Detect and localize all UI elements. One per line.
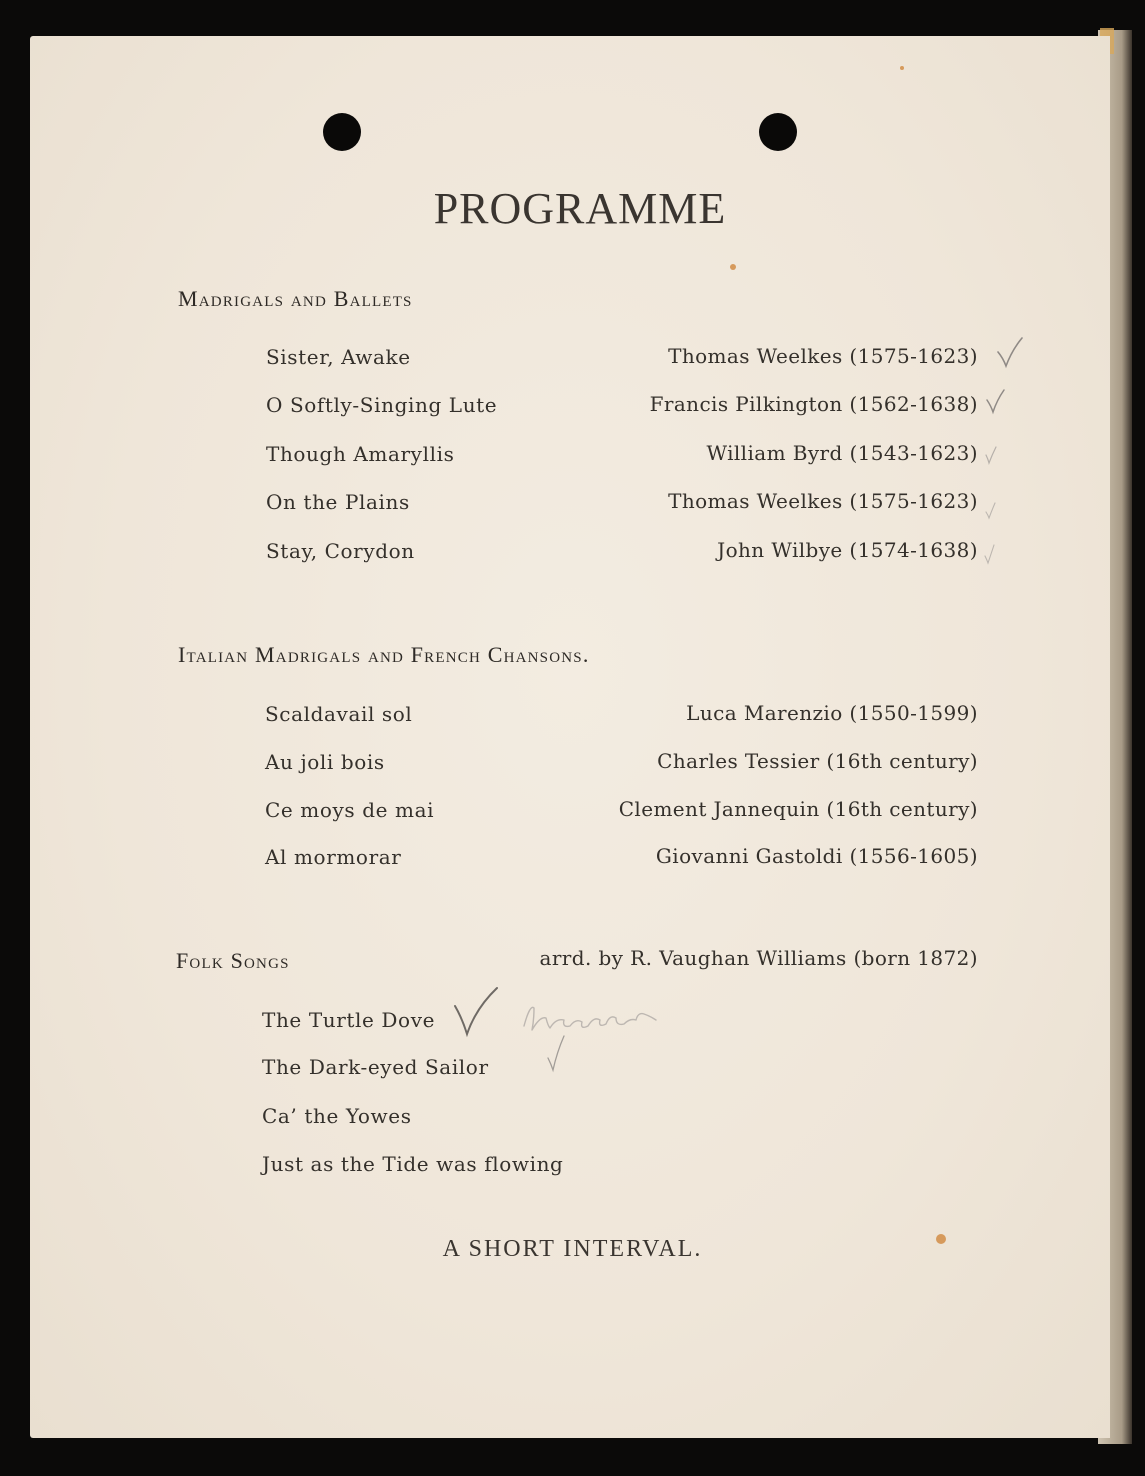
composer-credit: Giovanni Gastoldi (1556-1605) [655,844,978,868]
piece-title: Just as the Tide was flowing [262,1152,564,1176]
piece-title: The Turtle Dove [262,1008,436,1032]
composer-credit: William Byrd (1543-1623) [706,441,978,465]
pencil-check-icon [452,986,500,1040]
piece-title: Scaldavail sol [265,702,413,726]
pencil-check-icon [985,388,1007,416]
composer-credit: Clement Jannequin (16th century) [618,797,978,821]
page-title: PROGRAMME [433,184,727,233]
piece-title: Ce moys de mai [265,798,435,822]
composer-credit: Luca Marenzio (1550-1599) [686,701,978,725]
punch-hole-left [323,113,361,151]
section-heading: Italian Madrigals and French Chansons. [178,642,590,667]
piece-title: On the Plains [266,490,410,514]
composer-credit: Charles Tessier (16th century) [657,749,978,773]
arranger-credit: arrd. by R. Vaughan Williams (born 1872) [539,946,978,970]
composer-credit: Thomas Weelkes (1575-1623) [668,489,978,513]
piece-title: Au joli bois [265,750,385,774]
piece-title: Sister, Awake [266,345,411,369]
handwritten-encored-note [520,1000,662,1036]
pencil-check-icon [984,500,998,520]
composer-credit: John Wilbye (1574-1638) [717,538,978,562]
piece-title: Stay, Corydon [266,539,415,563]
piece-title: The Dark-eyed Sailor [262,1055,489,1079]
paper-speck [730,264,736,270]
paper-speck [900,66,904,70]
pencil-check-icon [984,445,998,465]
pencil-check-icon [546,1034,568,1074]
section-heading: Madrigals and Ballets [178,286,413,311]
section-heading: Folk Songs [176,948,290,973]
composer-credit: Francis Pilkington (1562-1638) [649,392,978,416]
piece-title: O Softly-Singing Lute [266,393,498,417]
piece-title: Though Amaryllis [266,442,455,466]
piece-title: Al mormorar [265,845,402,869]
programme-page [30,36,1110,1438]
pencil-check-icon [983,542,997,566]
interval-note: A SHORT INTERVAL. [442,1236,703,1262]
punch-hole-right [759,113,797,151]
pencil-check-icon [996,336,1026,372]
composer-credit: Thomas Weelkes (1575-1623) [668,344,978,368]
piece-title: Ca’ the Yowes [262,1104,412,1128]
